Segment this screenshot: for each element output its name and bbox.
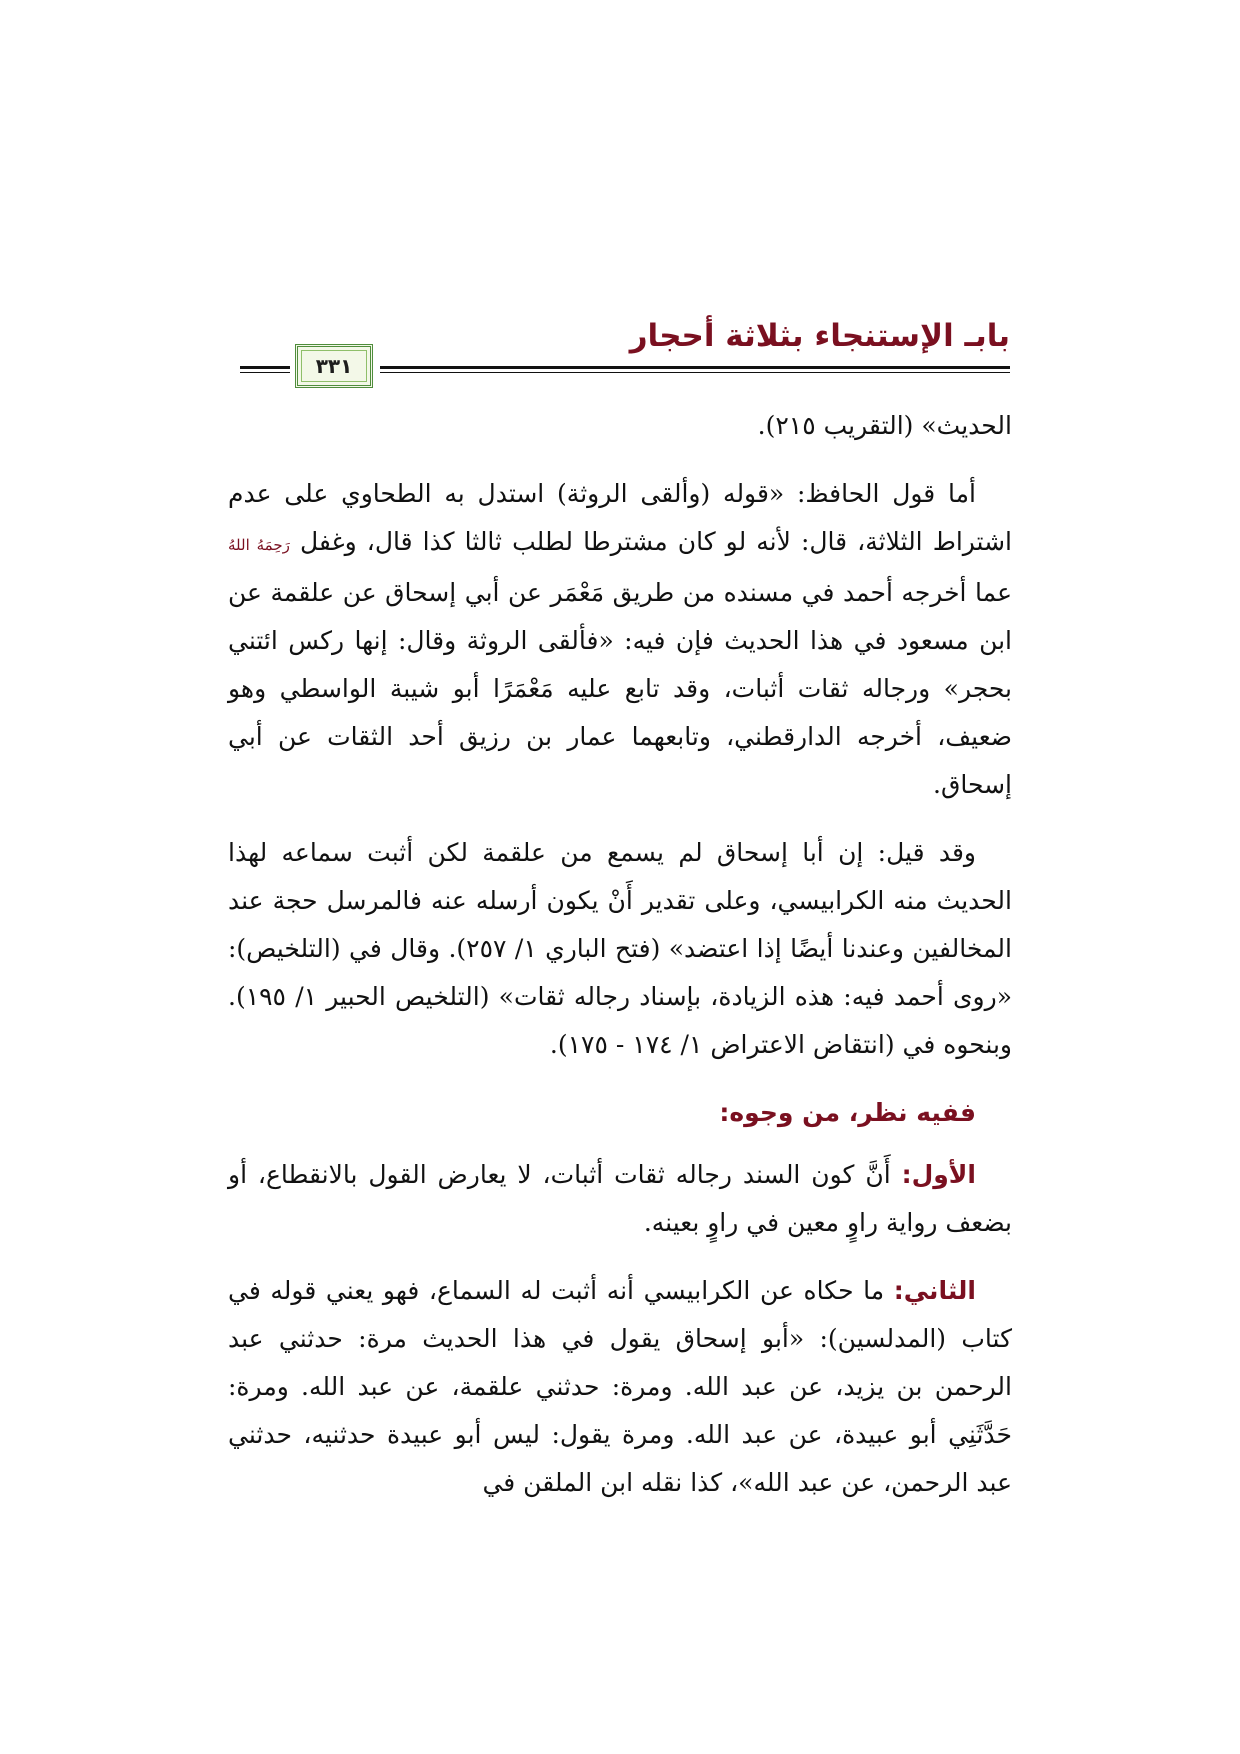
page-number-frame-icon [295,344,373,388]
honorific-glyph: رَحِمَهُ اللهُ [228,536,290,554]
main-text [228,402,1012,1527]
paragraph-continuation: الحديث» (التقريب ٢١٥). [757,411,1012,440]
header-rule-left-thin [240,372,290,373]
page-header [240,310,1010,390]
chapter-title: بابـ الإستنجاء بثلاثة أحجار [629,318,1010,354]
point-label: الثاني: [893,1276,976,1305]
paragraph-text: أما قول الحافظ: «قوله (وألقى الروثة) استدل به الطحاوي على عدم اشتراط الثلاثة، قال: لأنه لو كان مشترطا لطلب ثالثا كذا قال، وغفل [228,479,1012,556]
point-text: أَنَّ كون السند رجاله ثقات أثبات، لا يعارض القول بالانقطاع، أو بضعف رواية راوٍ معين في راوٍ بعينه. [228,1160,1012,1237]
header-rule-left-thick [240,366,290,369]
page-number: ٣٣١ [315,354,353,378]
header-rule-thick [380,366,1010,369]
paragraph-text: عما أخرجه أحمد في مسنده من طريق مَعْمَر عن أبي إسحاق عن علقمة عن ابن مسعود في هذا الحديث فإن فيه: «فألقى الروثة وقال: إنها ركس ائتني بحجر» ورجاله ثقات أثبات، وقد تابع عليه مَعْمَرًا أبو شيبة الواسطي وهو ضعيف، أخرجه الدارقطني، وتابعهما عمار بن رزيق أحد الثقات عن أبي إسحاق. [228,578,1012,799]
section-heading: ففيه نظر، من وجوه: [719,1098,976,1127]
point-first [228,1151,1012,1247]
point-label: الأول: [901,1160,976,1189]
paragraph-hafiz-quote [228,470,1012,809]
header-rule-thin [380,372,1010,373]
paragraph-qila: وقد قيل: إن أبا إسحاق لم يسمع من علقمة لكن أثبت سماعه لهذا الحديث منه الكرابيسي، وعلى تقدير أَنْ يكون أرسله عنه فالمرسل حجة عند المخالفين وعندنا أيضًا إذا اعتضد» (فتح الباري ١/ ٢٥٧). وقال في (التلخيص): «روى أحمد فيه: هذه الزيادة، بإسناد رجاله ثقات» (التلخيص الحبير ١/ ١٩٥). وبنحوه في (انتقاض الاعتراض ١/ ١٧٤ - ١٧٥). [228,838,1012,1059]
point-second [228,1267,1012,1507]
point-text: ما حكاه عن الكرابيسي أنه أثبت له السماع، فهو يعني قوله في كتاب (المدلسين): «أبو إسحاق يقول في هذا الحديث مرة: حدثني عبد الرحمن بن يزيد، عن عبد الله. ومرة: حدثني علقمة، عن عبد الله. ومرة: حَدَّثَنِي أبو عبيدة، عن عبد الله. ومرة يقول: ليس أبو عبيدة حدثنيه، حدثني عبد الرحمن، عن عبد الله»، كذا نقله ابن الملقن في [228,1276,1012,1497]
